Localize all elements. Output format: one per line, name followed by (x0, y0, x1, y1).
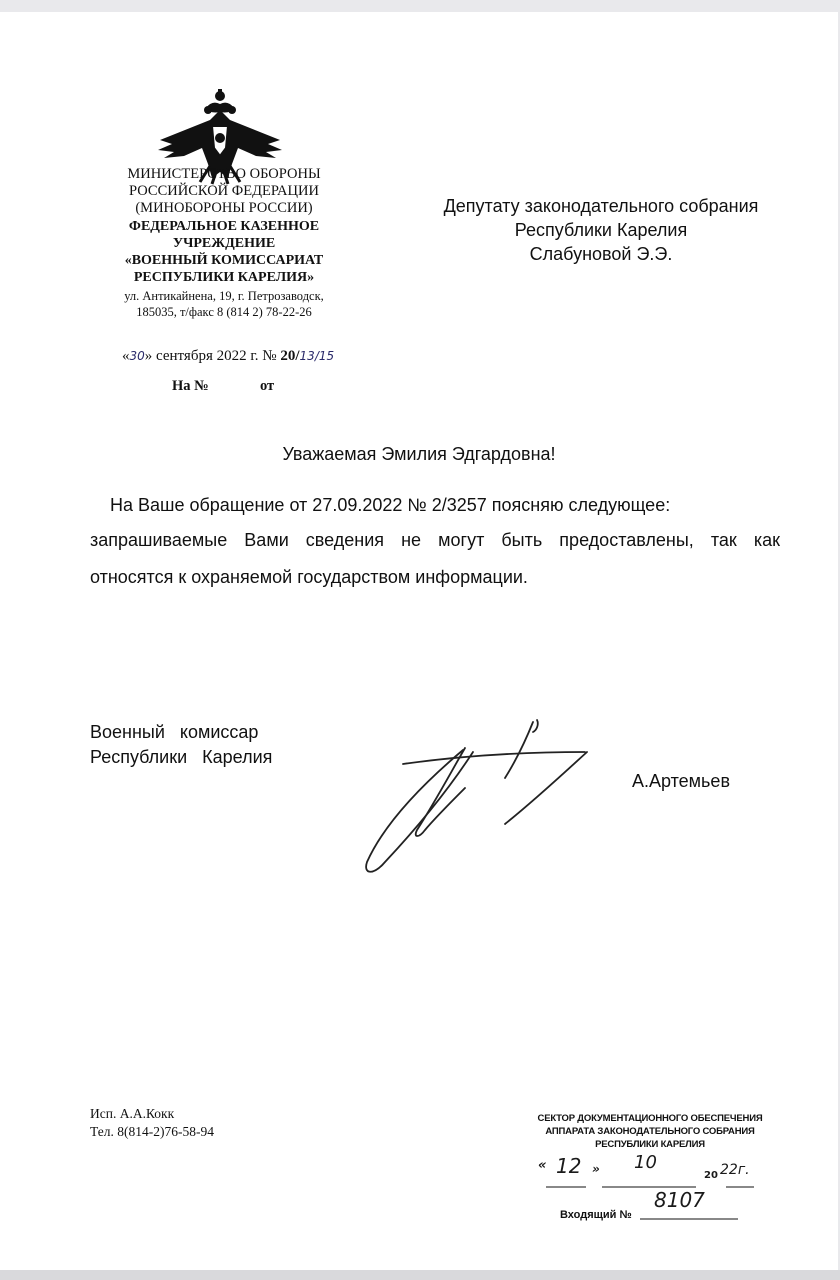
handwritten-signature (355, 712, 595, 882)
stamp-year-prefix: 20 (704, 1170, 718, 1181)
addressee-line: Республики Карелия (514, 220, 688, 240)
stamp-day-handwritten: 12 (556, 1154, 582, 1178)
institution-name-line: РЕСПУБЛИКИ КАРЕЛИЯ» (133, 270, 315, 285)
page-bottom-edge (0, 1270, 840, 1280)
stamp-month-handwritten: 10 (634, 1152, 657, 1173)
executor-line: Исп. А.А.Кокк (90, 1106, 175, 1121)
outgoing-month-year: сентября 2022 г. № (152, 348, 281, 364)
institution-address-line: ул. Антикайнена, 19, г. Петрозаводск, (124, 289, 324, 303)
ministry-name-line: МИНИСТЕРСТВО ОБОРОНЫ (127, 166, 321, 182)
stamp-close-quote: » (592, 1162, 600, 1176)
outgoing-day-handwritten: 30 (129, 349, 145, 363)
addressee-line: Депутату законодательного собрания (443, 196, 759, 216)
stamp-line: СЕКТОР ДОКУМЕНТАЦИОННОГО ОБЕСПЕЧЕНИЯ (537, 1113, 763, 1124)
institution-name-line: УЧРЕЖДЕНИЕ (172, 236, 276, 251)
body-line: На Ваше обращение от 27.09.2022 № 2/3257 поясняю следующее: (110, 495, 671, 515)
signatory-title-line: Республики Карелия (90, 747, 273, 767)
addressee-line: Слабуновой Э.Э. (529, 244, 673, 264)
outgoing-number-prefix: 20/ (280, 348, 300, 364)
reference-from-label: от (260, 378, 275, 394)
institution-name-line: «ВОЕННЫЙ КОМИССАРИАТ (124, 253, 324, 268)
incoming-number-handwritten: 8107 (654, 1188, 705, 1212)
institution-name-line: ФЕДЕРАЛЬНОЕ КАЗЕННОЕ (128, 219, 320, 234)
stamp-year-handwritten: 22г. (720, 1162, 750, 1178)
ministry-name-line: (МИНОБОРОНЫ РОССИИ) (135, 200, 313, 216)
reference-number-label: На № (172, 378, 209, 394)
executor-line: Тел. 8(814-2)76-58-94 (90, 1124, 214, 1139)
greeting: Уважаемая Эмилия Эдгардовна! (282, 444, 556, 464)
stamp-line: АППАРАТА ЗАКОНОДАТЕЛЬНОГО СОБРАНИЯ (545, 1126, 755, 1137)
document-page (0, 12, 838, 1270)
outgoing-number-handwritten: 13/15 (299, 349, 335, 363)
signatory-name: А.Артемьев (632, 771, 731, 791)
signatory-title-line: Военный комиссар (90, 722, 259, 742)
outgoing-date-number (122, 348, 334, 365)
date-open-quote: « (122, 348, 130, 364)
date-close-quote: » (144, 348, 153, 364)
body-line: относятся к охраняемой государством информации. (90, 567, 528, 587)
registration-stamp (520, 1112, 780, 1151)
stamp-open-quote: « (538, 1158, 547, 1173)
incoming-number-label: Входящий № (560, 1209, 632, 1221)
stamp-line: РЕСПУБЛИКИ КАРЕЛИЯ (595, 1139, 705, 1150)
ministry-name-line: РОССИЙСКОЙ ФЕДЕРАЦИИ (129, 183, 319, 199)
body-line: запрашиваемые Вами сведения не могут быть предоставлены, так как (90, 530, 780, 550)
institution-address-line: 185035, т/факс 8 (814 2) 78-22-26 (136, 305, 312, 319)
